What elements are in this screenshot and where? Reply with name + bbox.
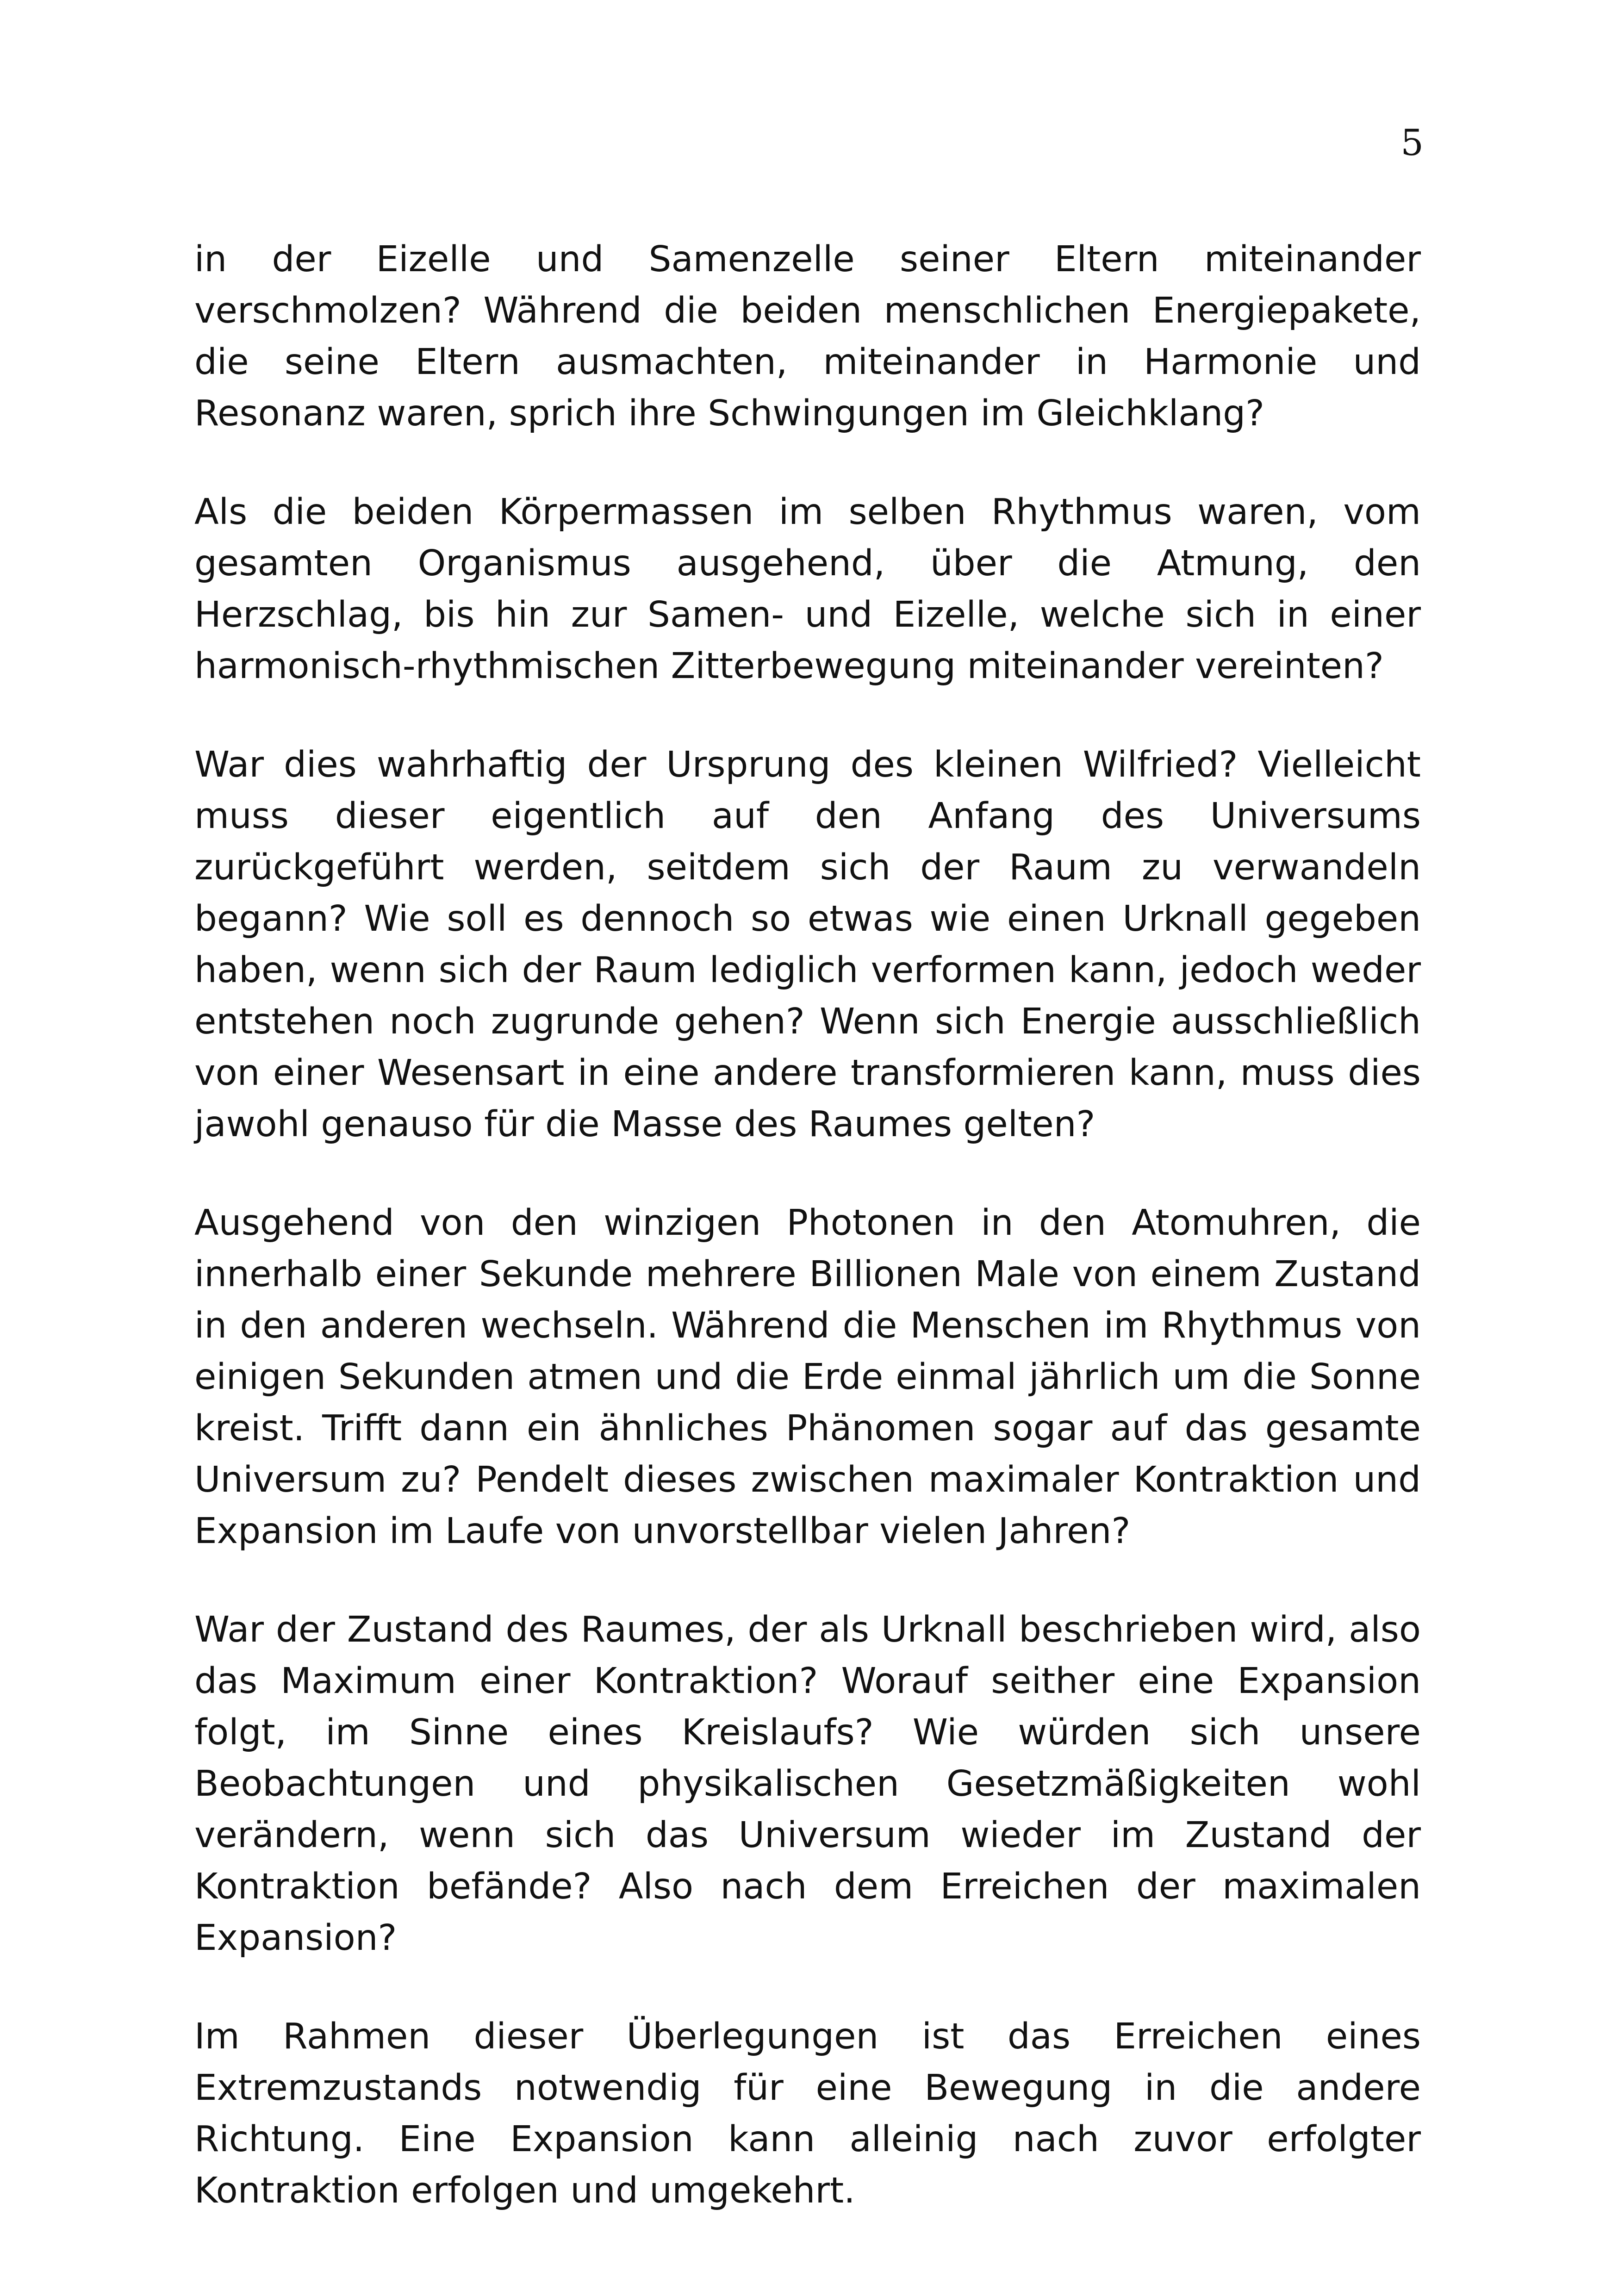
paragraph-5: War der Zustand des Raumes, der als Urknall beschrieben wird, also das Maximum einer Kontraktion? Worauf seither eine Expansion folgt, im Sinne eines Kreislaufs? Wie würden sich unsere Beobachtungen und physikalischen Gesetzmäßigkeiten wohl verändern, wenn sich das Universum wieder im Zustand der Kontraktion befände? Also nach dem Erreichen der maximalen Expansion? <box>194 1609 1421 1959</box>
paragraph-1: in der Eizelle und Samenzelle seiner Eltern miteinander verschmolzen? Während die beiden menschlichen Energiepakete, die seine Eltern ausmachten, miteinander in Harmonie und Resonanz waren, sprich ihre Schwingungen im Gleichklang? <box>194 239 1421 434</box>
paragraph-2: Als die beiden Körpermassen im selben Rhythmus waren, vom gesamten Organismus ausgehend, über die Atmung, den Herzschlag, bis hin zur Samen- und Eizelle, welche sich in einer harmonisch-rhythmischen Zitterbewegung miteinander vereinten? <box>194 492 1421 687</box>
body-text <box>194 234 1421 2216</box>
paragraph-4: Ausgehend von den winzigen Photonen in den Atomuhren, die innerhalb einer Sekunde mehrere Billionen Male von einem Zustand in den anderen wechseln. Während die Menschen im Rhythmus von einigen Sekunden atmen und die Erde einmal jährlich um die Sonne kreist. Trifft dann ein ähnliches Phänomen sogar auf das gesamte Universum zu? Pendelt dieses zwischen maximaler Kontraktion und Expansion im Laufe von unvorstellbar vielen Jahren? <box>194 1202 1421 1552</box>
paragraph-3: War dies wahrhaftig der Ursprung des kleinen Wilfried? Vielleicht muss dieser eigentlich auf den Anfang des Universums zurückgeführt werden, seitdem sich der Raum zu verwandeln begann? Wie soll es dennoch so etwas wie einen Urknall gegeben haben, wenn sich der Raum lediglich verformen kann, jedoch weder entstehen noch zugrunde gehen? Wenn sich Energie ausschließlich von einer Wesensart in eine andere transformieren kann, muss dies jawohl genauso für die Masse des Raumes gelten? <box>194 744 1421 1145</box>
page-number: 5 <box>1400 122 1424 164</box>
paragraph-6: Im Rahmen dieser Überlegungen ist das Erreichen eines Extremzustands notwendig für eine Bewegung in die andere Richtung. Eine Expansion kann alleinig nach zuvor erfolgter Kontraktion erfolgen und umgekehrt. <box>194 2016 1421 2211</box>
